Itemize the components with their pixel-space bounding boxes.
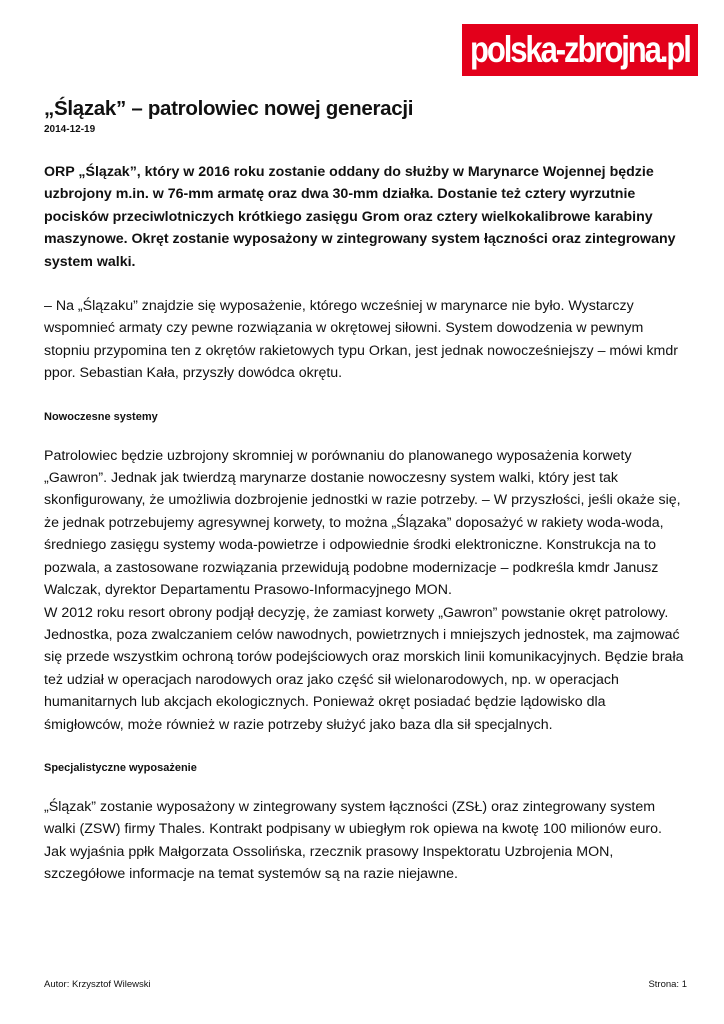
article-date: 2014-12-19 <box>44 124 96 135</box>
paragraph-4: „Ślązak” zostanie wyposażony w zintegrowany system łączności (ZSŁ) oraz zintegrowany system walki (ZSW) firmy Thales. Kontrakt podpisany w ubiegłym rok opiewa na kwotę 100 milionów euro. Jak wyjaśnia ppłk Małgorzata Ossolińska, rzecznik prasowy Inspektoratu Uzbrojenia MON, szczegółowe informacje na temat systemów są na razie niejawne. <box>44 798 662 883</box>
logo-text: polska-zbrojna.pl <box>470 29 690 70</box>
paragraph-1: – Na „Ślązaku” znajdzie się wyposażenie, którego wcześniej w marynarce nie było. Wystarczy wspomnieć armaty czy pewne rozwiązania w okrętowej siłowni. System dowodzenia w pewnym stopniu przypomina ten z okrętów rakietowych typu Orkan, jest jednak nowocześniejszy – mówi kmdr ppor. Sebastian Kała, przyszły dowódca okrętu. <box>44 298 678 382</box>
footer-author: Autor: Krzysztof Wilewski <box>44 979 151 990</box>
footer-page-number: Strona: 1 <box>648 979 687 990</box>
paragraph-3: W 2012 roku resort obrony podjął decyzję, że zamiast korwety „Gawron” powstanie okręt patrolowy. Jednostka, poza zwalczaniem celów nawodnych, powietrznych i mniejszych jednostek, ma zajmować się przede wszystkim ochroną torów podejściowych oraz morskich linii komunikacyjnych. Będzie brała też udział w operacjach narodowych oraz jako część sił wielonarodowych, np. w operacjach humanitarnych lub akcjach ekologicznych. Ponieważ okręt posiadać będzie lądowisko dla śmigłowców, może również w razie potrzeby służyć jako baza dla sił specjalnych. <box>44 604 684 733</box>
article-body <box>44 161 684 886</box>
article-title: „Ślązak” – patrolowiec nowej generacji <box>44 97 414 120</box>
paragraph-2: Patrolowiec będzie uzbrojony skromniej w porównaniu do planowanego wyposażenia korwety „Gawron”. Jednak jak twierdzą marynarze dostanie nowoczesny system walki, który jest tak skonfigurowany, że umożliwia dozbrojenie jednostki w razie potrzeby. – W przyszłości, jeśli okaże się, że jednak potrzebujemy agresywnej korwety, to można „Ślązaka” doposażyć w rakiety woda-woda, średniego zasięgu systemy woda-powietrze i odpowiednie środki elektroniczne. Konstrukcja na to pozwala, a zastosowane rozwiązania przewidują podobne modernizacje – podkreśla kmdr Janusz Walczak, dyrektor Departamentu Prasowo-Informacyjnego MON. <box>44 447 681 599</box>
subheading-specialist-equipment: Specjalistyczne wyposażenie <box>44 761 197 774</box>
subheading-modern-systems: Nowoczesne systemy <box>44 410 158 423</box>
article-lead: ORP „Ślązak”, który w 2016 roku zostanie oddany do służby w Marynarce Wojennej będzie uzbrojony m.in. w 76-mm armatę oraz dwa 30-mm działka. Dostanie też cztery wyrzutnie pocisków przeciwlotniczych krótkiego zasięgu Grom oraz cztery wielkokalibrowe karabiny maszynowe. Okręt zostanie wyposażony w zintegrowany system łączności oraz zintegrowany system walki. <box>44 164 676 270</box>
site-logo[interactable] <box>462 24 698 76</box>
